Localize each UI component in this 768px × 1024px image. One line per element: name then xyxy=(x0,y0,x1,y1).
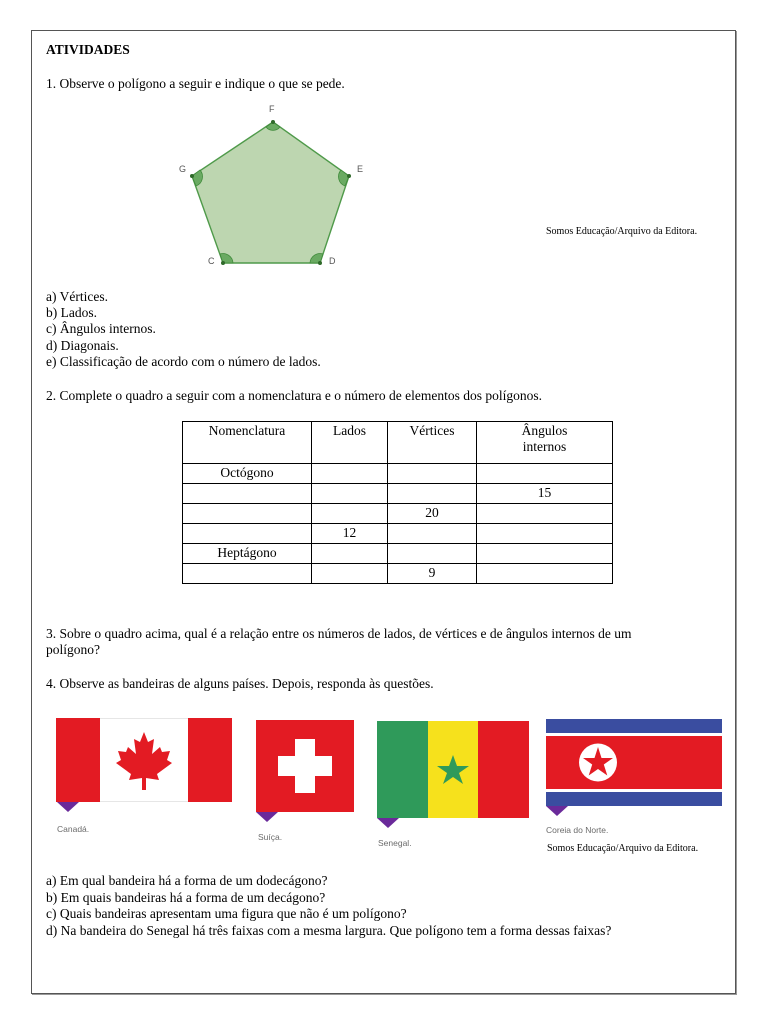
vertex-label-d: D xyxy=(329,256,336,266)
table-cell xyxy=(388,524,477,544)
question-3-line-2: polígono? xyxy=(46,642,100,657)
table-cell xyxy=(312,504,388,524)
table-cell xyxy=(312,464,388,484)
table-cell xyxy=(312,484,388,504)
q1-item-c: c) Ângulos internos. xyxy=(46,321,156,336)
flag-label-switzerland: Suíça. xyxy=(258,832,283,842)
table-cell xyxy=(477,524,613,544)
table-cell xyxy=(183,504,312,524)
pentagon-shape xyxy=(192,122,349,263)
table-cell xyxy=(388,484,477,504)
senegal-marker xyxy=(377,818,399,828)
vertex-label-g: G xyxy=(179,164,187,174)
question-3-line-1: 3. Sobre o quadro acima, qual é a relação entre os números de lados, de vértices e de ângulos internos de um xyxy=(46,626,632,641)
header-lados: Lados xyxy=(312,422,388,464)
table-cell xyxy=(477,464,613,484)
question-4-text: 4. Observe as bandeiras de alguns países. Depois, responda às questões. xyxy=(46,676,434,691)
vertex-label-e: E xyxy=(357,164,364,174)
header-angulos-internos: Ângulos internos xyxy=(477,422,613,464)
q4-item-d: d) Na bandeira do Senegal há três faixas com a mesma largura. Que polígono tem a forma dessas faixas? xyxy=(46,923,612,938)
switzerland-flag xyxy=(256,720,354,812)
table-cell xyxy=(477,544,613,564)
q1-item-a: a) Vértices. xyxy=(46,289,108,304)
table-cell: 9 xyxy=(388,564,477,584)
table-cell: 20 xyxy=(388,504,477,524)
table-cell xyxy=(312,564,388,584)
flag-label-canada: Canadá. xyxy=(57,824,90,834)
table-row xyxy=(183,504,613,524)
table-cell: 15 xyxy=(477,484,613,504)
table-cell xyxy=(388,544,477,564)
image-credit-1: Somos Educação/Arquivo da Editora. xyxy=(546,226,698,237)
table-row xyxy=(183,564,613,584)
table-cell xyxy=(477,564,613,584)
image-credit-2: Somos Educação/Arquivo da Editora. xyxy=(547,843,699,854)
header-nomenclatura: Nomenclatura xyxy=(183,422,312,464)
switzerland-marker xyxy=(256,812,278,822)
north-korea-flag xyxy=(546,719,722,806)
q1-item-e: e) Classificação de acordo com o número de lados. xyxy=(46,354,321,369)
table-cell: 12 xyxy=(312,524,388,544)
table-cell xyxy=(183,564,312,584)
table-cell xyxy=(477,504,613,524)
vertex-label-f: F xyxy=(269,104,275,114)
canada-marker xyxy=(57,802,79,812)
table-row xyxy=(183,524,613,544)
q4-item-a: a) Em qual bandeira há a forma de um dodecágono? xyxy=(46,873,328,888)
polygon-table xyxy=(182,421,613,584)
pentagon-figure xyxy=(170,98,380,270)
vertex-label-c: C xyxy=(208,256,215,266)
q4-item-c: c) Quais bandeiras apresentam uma figura que não é um polígono? xyxy=(46,906,407,921)
flag-label-senegal: Senegal. xyxy=(378,838,412,848)
question-1-text: 1. Observe o polígono a seguir e indique o que se pede. xyxy=(46,76,345,91)
worksheet-title: ATIVIDADES xyxy=(46,42,130,57)
table-cell xyxy=(183,484,312,504)
flag-label-north-korea: Coreia do Norte. xyxy=(546,825,609,835)
north-korea-marker xyxy=(546,806,568,816)
table-cell xyxy=(183,524,312,544)
senegal-flag xyxy=(377,721,529,818)
question-2-text: 2. Complete o quadro a seguir com a nomenclatura e o número de elementos dos polígonos. xyxy=(46,388,542,403)
table-row xyxy=(183,464,613,484)
table-cell xyxy=(312,544,388,564)
canada-flag xyxy=(56,718,232,802)
table-cell xyxy=(388,464,477,484)
table-row xyxy=(183,484,613,504)
q1-item-b: b) Lados. xyxy=(46,305,97,320)
table-row xyxy=(183,544,613,564)
header-vertices: Vértices xyxy=(388,422,477,464)
table-header-row xyxy=(183,422,613,464)
table-cell: Octógono xyxy=(183,464,312,484)
table-cell: Heptágono xyxy=(183,544,312,564)
q1-item-d: d) Diagonais. xyxy=(46,338,119,353)
q4-item-b: b) Em quais bandeiras há a forma de um decágono? xyxy=(46,890,326,905)
